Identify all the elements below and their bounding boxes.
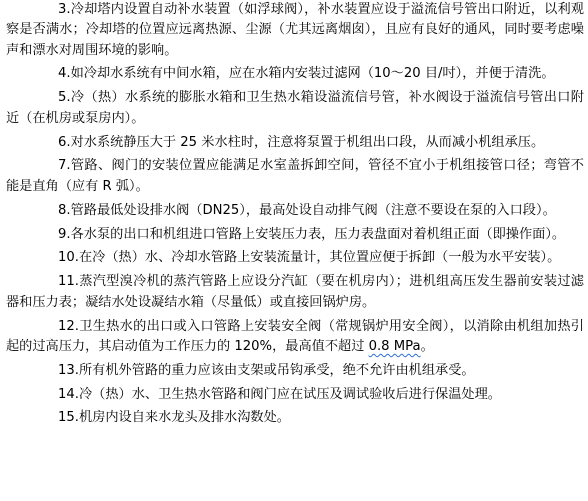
item-text: 管路、阀门的安装位置应能满足水室盖拆卸空间，管径不宜小于机组接管口径；弯管不能是直角（应有 R 弧）。 [6, 158, 584, 194]
item-number: 5. [58, 90, 71, 106]
item-number: 13. [58, 362, 79, 378]
list-item-12 [6, 317, 584, 358]
item-number: 6. [58, 134, 71, 150]
item-number: 8. [58, 202, 71, 218]
document-body [6, 0, 584, 432]
list-item-7 [6, 156, 584, 197]
list-item-9 [6, 225, 584, 245]
item-number: 10. [58, 250, 79, 266]
item-number: 12. [58, 318, 79, 334]
list-item-15 [6, 408, 584, 428]
item-text: 所有机外管路的重力应该由支架或吊钩承受，绝不允许由机组承受。 [78, 362, 475, 378]
item-number: 9. [58, 226, 71, 242]
list-item-13 [6, 361, 584, 381]
item-number: 4. [58, 66, 71, 82]
item-number: 3. [58, 2, 71, 17]
item-text: 冷（热）水、卫生热水管路和阀门应在试压及调试验收后进行保温处理。 [78, 386, 501, 402]
item-text: 如冷却水系统有中间水箱，应在水箱内安装过滤网（10～20 目/吋），并便于清洗。 [70, 66, 555, 82]
item-text: 管路最低处设排水阀（DN25），最高处设自动排气阀（注意不要设在泵的入口段）。 [70, 202, 556, 218]
item-text: 蒸汽型溴冷机的蒸汽管路上应设分汽缸（要在机房内）；进机组高压发生器前安装过滤器和压力表；凝结水处设凝结水箱（尽量低）或直接回锅炉房。 [6, 274, 584, 310]
list-item-10 [6, 248, 584, 268]
item-text: 在冷（热）水、冷却水管路上安装流量计，其位置应便于拆卸（一般为水平安装）。 [78, 250, 561, 266]
item-number: 11. [58, 274, 79, 290]
list-item-6 [6, 133, 584, 153]
list-item-8 [6, 201, 584, 221]
item-number: 7. [58, 158, 71, 174]
item-number: 14. [58, 386, 79, 402]
item-text-end: 。 [420, 338, 434, 354]
list-item-3 [6, 0, 584, 61]
flagged-value: 0.8 MPa [368, 338, 421, 354]
item-text: 卫生热水的出口或入口管路上安装安全阀（常规锅炉用安全阀），以消除由机组加热引起的过高压力，其启动值为工作压力的 120%，最高值不超过 [6, 318, 584, 354]
item-text: 冷却塔内设置自动补水装置（如浮球阀），补水装置应设于溢流信号管出口附近，以利观察是否满水；冷却塔的位置应远离热源、尘源（尤其远离烟囱），且应有良好的通风，同时要考虑噪声和漂水对周围环境的影响。 [6, 2, 584, 58]
item-text: 冷（热）水系统的膨胀水箱和卫生热水箱设溢流信号管，补水阀设于溢流信号管出口附近（在机房或泵房内）。 [6, 90, 584, 126]
item-text: 各水泵的出口和机组进口管路上安装压力表，压力表盘面对着机组正面（即操作面）。 [70, 226, 566, 242]
item-text: 对水系统静压大于 25 米水柱时，注意将泵置于机组出口段，从而减小机组承压。 [70, 134, 545, 150]
item-number: 15. [58, 410, 79, 426]
list-item-5 [6, 88, 584, 129]
list-item-14 [6, 385, 584, 405]
item-text: 机房内设自来水龙头及排水沟数处。 [78, 410, 290, 426]
list-item-11 [6, 272, 584, 313]
list-item-4 [6, 64, 584, 84]
